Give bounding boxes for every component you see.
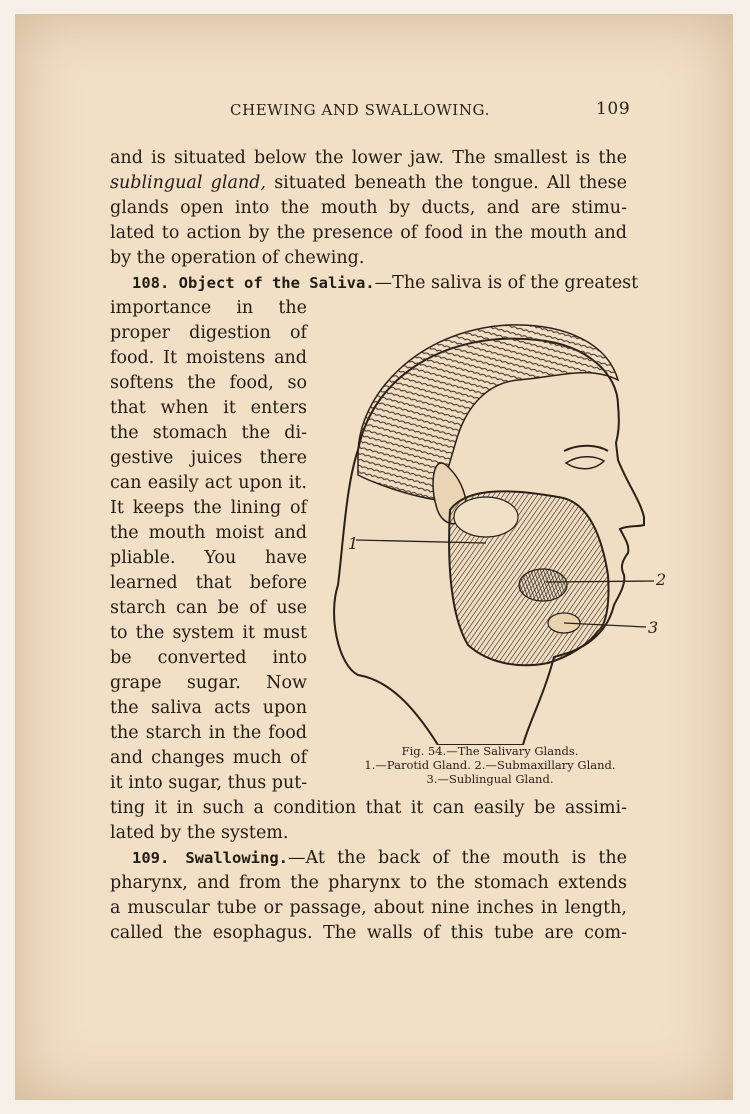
text-line: pliable. You have bbox=[110, 548, 307, 568]
caption-title: Fig. 54.—The Salivary Glands. bbox=[401, 744, 579, 758]
figure-label-2: 2 bbox=[656, 570, 667, 589]
term-sublingual-gland: sublingual gland, bbox=[110, 173, 266, 193]
section-heading: 108. Object of the Saliva. bbox=[132, 274, 375, 292]
text-line: starch can be of use bbox=[110, 598, 307, 618]
text-line: gestive juices there bbox=[110, 448, 307, 468]
submaxillary-gland bbox=[519, 569, 567, 601]
text-fragment: —The saliva is of the greatest bbox=[374, 273, 639, 293]
text-line: grape sugar. Now bbox=[110, 673, 307, 693]
text-fragment: —At the back of the mouth is the bbox=[288, 848, 627, 868]
text-line: the saliva acts upon bbox=[110, 698, 307, 718]
text-line: proper digestion of bbox=[110, 323, 307, 343]
running-head: CHEWING AND SWALLOWING. bbox=[230, 101, 490, 119]
text-line: lated to action by the presence of food in the mouth and bbox=[110, 223, 627, 243]
text-line: called the esophagus. The walls of this tube are com- bbox=[110, 923, 627, 943]
figure-label-3: 3 bbox=[648, 618, 659, 637]
text-line: that when it enters bbox=[110, 398, 307, 418]
text-line: a muscular tube or passage, about nine inches in length, bbox=[110, 898, 627, 918]
text-line: and changes much of bbox=[110, 748, 307, 768]
section-heading: 109. Swallowing. bbox=[132, 849, 289, 867]
text-line: be converted into bbox=[110, 648, 307, 668]
section-108-continuation bbox=[110, 796, 627, 846]
figure-label-1: 1 bbox=[348, 534, 359, 553]
text-line: by the operation of chewing. bbox=[110, 248, 365, 268]
text-line: the starch in the food bbox=[110, 723, 307, 743]
page-number: 109 bbox=[596, 99, 631, 119]
figure-caption bbox=[320, 744, 660, 786]
text-line: pharynx, and from the pharynx to the stomach extends bbox=[110, 873, 627, 893]
text-line: and is situated below the lower jaw. The smallest is the bbox=[110, 148, 627, 168]
text-line: it into sugar, thus put- bbox=[110, 773, 308, 793]
text-line: can easily act upon it. bbox=[110, 473, 307, 493]
text-line: ting it in such a condition that it can easily be assimi- bbox=[110, 798, 627, 818]
section-108-column bbox=[110, 296, 307, 796]
text-line: learned that before bbox=[110, 573, 307, 593]
paragraph-intro bbox=[110, 146, 627, 271]
section-109 bbox=[110, 846, 627, 946]
caption-line: 3.—Sublingual Gland. bbox=[426, 772, 554, 786]
text-line: importance in the bbox=[110, 298, 307, 318]
text-line bbox=[110, 846, 627, 871]
text-line: the mouth moist and bbox=[110, 523, 307, 543]
salivary-glands-illustration bbox=[318, 285, 670, 745]
text-line: softens the food, so bbox=[110, 373, 307, 393]
parotid-gland bbox=[454, 497, 518, 537]
text-line: lated by the system. bbox=[110, 823, 289, 843]
text-line: to the system it must bbox=[110, 623, 307, 643]
page-header bbox=[0, 101, 750, 125]
text-line: food. It moistens and bbox=[110, 348, 307, 368]
text-line: It keeps the lining of bbox=[110, 498, 307, 518]
text-line bbox=[110, 171, 627, 196]
text-line: the stomach the di- bbox=[110, 423, 307, 443]
text-line: glands open into the mouth by ducts, and are stimu- bbox=[110, 198, 627, 218]
text-fragment: situated beneath the tongue. All these bbox=[265, 173, 627, 193]
caption-line: 1.—Parotid Gland. 2.—Submaxillary Gland. bbox=[364, 758, 616, 772]
